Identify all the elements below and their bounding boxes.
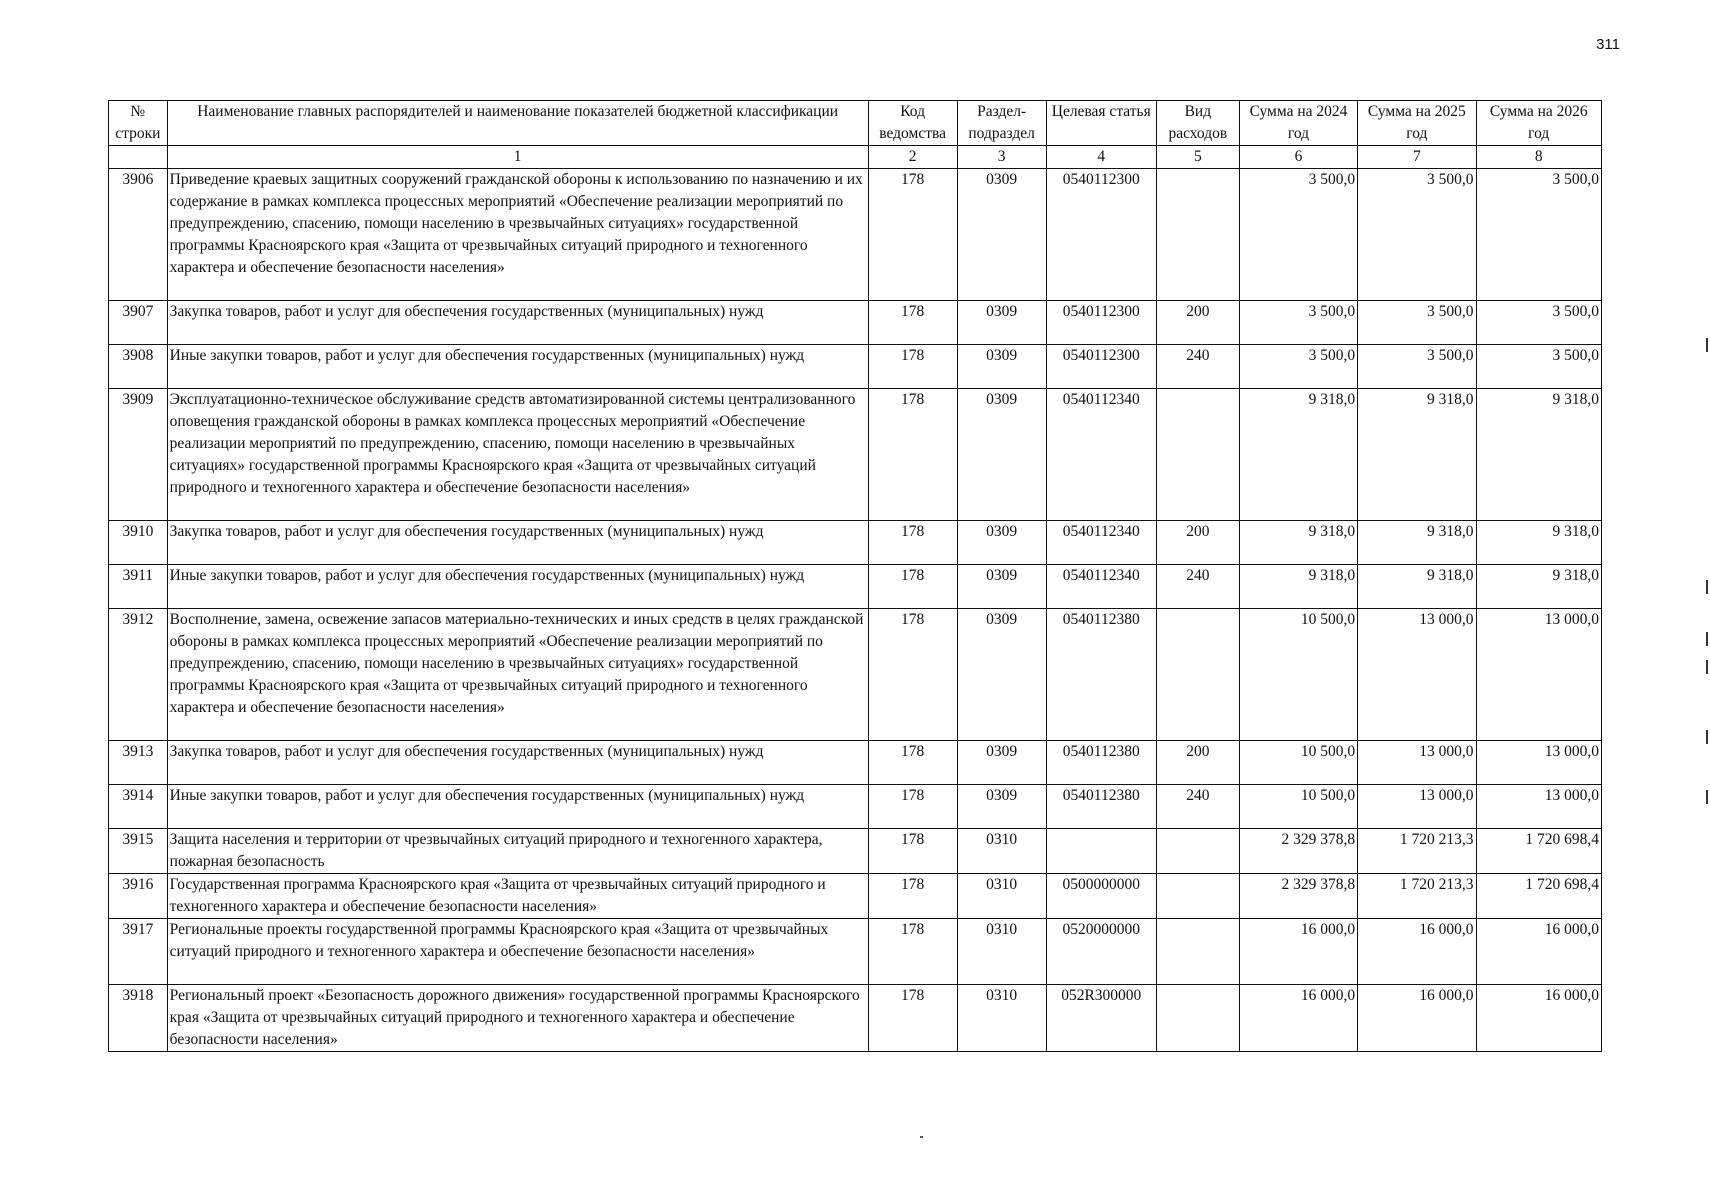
dept-code-cell: 178 (868, 829, 957, 874)
scan-margin-mark (1706, 580, 1708, 594)
sum-2025-cell: 1 720 213,3 (1358, 829, 1476, 874)
sum-2025-cell: 3 500,0 (1358, 169, 1476, 301)
expense-type-cell (1156, 829, 1239, 874)
indicator-name-cell: Закупка товаров, работ и услуг для обеспечения государственных (муниципальных) нужд (167, 521, 868, 565)
table-row (109, 741, 1602, 785)
header-target-article: Целевая статья (1046, 101, 1156, 146)
section-cell: 0309 (957, 345, 1046, 389)
column-number: 7 (1358, 146, 1476, 169)
target-article-cell: 0500000000 (1046, 874, 1156, 919)
target-article-cell: 052R300000 (1046, 985, 1156, 1052)
sum-2025-cell: 9 318,0 (1358, 389, 1476, 521)
dept-code-cell: 178 (868, 389, 957, 521)
table-row (109, 985, 1602, 1052)
table-header-row (109, 101, 1602, 146)
header-sum-2026: Сумма на 2026 год (1476, 101, 1602, 146)
target-article-cell: 0540112300 (1046, 301, 1156, 345)
expense-type-cell: 200 (1156, 521, 1239, 565)
indicator-name-cell: Приведение краевых защитных сооружений гражданской обороны к использованию по назначению и их содержание в рамках комплекса процессных мероприятий «Обеспечение реализации мероприятий по предупреждению, спасению, помощи населению в чрезвычайных ситуациях» государственной программы Красноярского края «Защита от чрезвычайных ситуаций природного и техногенного характера и обеспечение безопасности населения» (167, 169, 868, 301)
dept-code-cell: 178 (868, 741, 957, 785)
indicator-name-cell: Эксплуатационно-техническое обслуживание средств автоматизированной системы централизованного оповещения гражданской обороны в рамках комплекса процессных мероприятий «Обеспечение реализации мероприятий по предупреждению, спасению, помощи населению в чрезвычайных ситуациях» государственной программы Красноярского края «Защита от чрезвычайных ситуаций природного и техногенного характера и обеспечение безопасности населения» (167, 389, 868, 521)
expense-type-cell (1156, 169, 1239, 301)
target-article-cell: 0540112300 (1046, 345, 1156, 389)
scan-speck (920, 1136, 923, 1138)
section-cell: 0309 (957, 741, 1046, 785)
table-row (109, 565, 1602, 609)
indicator-name-cell: Региональные проекты государственной программы Красноярского края «Защита от чрезвычайных ситуаций природного и техногенного характера и обеспечение безопасности населения» (167, 919, 868, 985)
row-number-cell: 3910 (109, 521, 168, 565)
sum-2024-cell: 9 318,0 (1239, 521, 1357, 565)
scan-margin-mark (1706, 660, 1708, 674)
table-body (109, 169, 1602, 1052)
table-row (109, 521, 1602, 565)
indicator-name-cell: Защита населения и территории от чрезвычайных ситуаций природного и техногенного характера, пожарная безопасность (167, 829, 868, 874)
sum-2025-cell: 13 000,0 (1358, 785, 1476, 829)
expense-type-cell: 240 (1156, 345, 1239, 389)
sum-2026-cell: 3 500,0 (1476, 345, 1602, 389)
expense-type-cell: 240 (1156, 785, 1239, 829)
row-number-cell: 3917 (109, 919, 168, 985)
sum-2026-cell: 9 318,0 (1476, 565, 1602, 609)
target-article-cell: 0540112380 (1046, 741, 1156, 785)
column-number: 1 (167, 146, 868, 169)
expense-type-cell (1156, 985, 1239, 1052)
indicator-name-cell: Иные закупки товаров, работ и услуг для обеспечения государственных (муниципальных) нужд (167, 565, 868, 609)
row-number-cell: 3915 (109, 829, 168, 874)
row-number-cell: 3907 (109, 301, 168, 345)
section-cell: 0310 (957, 985, 1046, 1052)
dept-code-cell: 178 (868, 785, 957, 829)
expense-type-cell (1156, 919, 1239, 985)
sum-2026-cell: 16 000,0 (1476, 919, 1602, 985)
section-cell: 0309 (957, 565, 1046, 609)
dept-code-cell: 178 (868, 919, 957, 985)
sum-2026-cell: 3 500,0 (1476, 301, 1602, 345)
target-article-cell: 0540112340 (1046, 521, 1156, 565)
sum-2024-cell: 9 318,0 (1239, 389, 1357, 521)
indicator-name-cell: Региональный проект «Безопасность дорожного движения» государственной программы Красноярского края «Защита от чрезвычайных ситуаций природного и техногенного характера и обеспечение безопасности населения» (167, 985, 868, 1052)
table-row (109, 345, 1602, 389)
sum-2025-cell: 1 720 213,3 (1358, 874, 1476, 919)
section-cell: 0310 (957, 874, 1046, 919)
table-row (109, 874, 1602, 919)
column-number: 3 (957, 146, 1046, 169)
row-number-cell: 3918 (109, 985, 168, 1052)
dept-code-cell: 178 (868, 565, 957, 609)
sum-2025-cell: 13 000,0 (1358, 609, 1476, 741)
column-number: 8 (1476, 146, 1602, 169)
section-cell: 0309 (957, 521, 1046, 565)
table-row (109, 389, 1602, 521)
sum-2024-cell: 3 500,0 (1239, 345, 1357, 389)
sum-2025-cell: 16 000,0 (1358, 985, 1476, 1052)
sum-2025-cell: 3 500,0 (1358, 345, 1476, 389)
row-number-cell: 3906 (109, 169, 168, 301)
sum-2026-cell: 1 720 698,4 (1476, 874, 1602, 919)
row-number-cell: 3908 (109, 345, 168, 389)
row-number-cell: 3913 (109, 741, 168, 785)
row-number-cell: 3916 (109, 874, 168, 919)
scan-margin-mark (1706, 730, 1708, 744)
target-article-cell: 0540112380 (1046, 609, 1156, 741)
section-cell: 0310 (957, 919, 1046, 985)
sum-2026-cell: 1 720 698,4 (1476, 829, 1602, 874)
sum-2024-cell: 2 329 378,8 (1239, 829, 1357, 874)
dept-code-cell: 178 (868, 345, 957, 389)
indicator-name-cell: Иные закупки товаров, работ и услуг для обеспечения государственных (муниципальных) нужд (167, 345, 868, 389)
target-article-cell: 0540112380 (1046, 785, 1156, 829)
sum-2026-cell: 3 500,0 (1476, 169, 1602, 301)
table-row (109, 919, 1602, 985)
header-sum-2024: Сумма на 2024 год (1239, 101, 1357, 146)
table-row (109, 785, 1602, 829)
sum-2024-cell: 3 500,0 (1239, 301, 1357, 345)
sum-2025-cell: 13 000,0 (1358, 741, 1476, 785)
sum-2024-cell: 16 000,0 (1239, 919, 1357, 985)
section-cell: 0309 (957, 169, 1046, 301)
header-dept-code: Код ведомства (868, 101, 957, 146)
sum-2025-cell: 9 318,0 (1358, 521, 1476, 565)
dept-code-cell: 178 (868, 169, 957, 301)
target-article-cell: 0540112340 (1046, 389, 1156, 521)
indicator-name-cell: Закупка товаров, работ и услуг для обеспечения государственных (муниципальных) нужд (167, 741, 868, 785)
scan-margin-mark (1706, 338, 1708, 352)
expense-type-cell: 240 (1156, 565, 1239, 609)
row-number-cell: 3911 (109, 565, 168, 609)
column-number: 6 (1239, 146, 1357, 169)
table-row (109, 829, 1602, 874)
expense-type-cell (1156, 874, 1239, 919)
target-article-cell: 0540112300 (1046, 169, 1156, 301)
sum-2024-cell: 2 329 378,8 (1239, 874, 1357, 919)
header-expense-type: Вид расходов (1156, 101, 1239, 146)
section-cell: 0309 (957, 785, 1046, 829)
sum-2026-cell: 16 000,0 (1476, 985, 1602, 1052)
column-number: 4 (1046, 146, 1156, 169)
expense-type-cell: 200 (1156, 741, 1239, 785)
indicator-name-cell: Иные закупки товаров, работ и услуг для обеспечения государственных (муниципальных) нужд (167, 785, 868, 829)
sum-2026-cell: 13 000,0 (1476, 785, 1602, 829)
column-number: 2 (868, 146, 957, 169)
column-number: 5 (1156, 146, 1239, 169)
sum-2025-cell: 16 000,0 (1358, 919, 1476, 985)
header-name: Наименование главных распорядителей и наименование показателей бюджетной классификации (167, 101, 868, 146)
target-article-cell: 0520000000 (1046, 919, 1156, 985)
table-row (109, 609, 1602, 741)
sum-2024-cell: 10 500,0 (1239, 609, 1357, 741)
sum-2026-cell: 13 000,0 (1476, 609, 1602, 741)
indicator-name-cell: Восполнение, замена, освежение запасов материально-технических и иных средств в целях гражданской обороны в рамках комплекса процессных мероприятий «Обеспечение реализации мероприятий по предупреждению, спасению, помощи населению в чрезвычайных ситуациях» государственной программы Красноярского края «Защита от чрезвычайных ситуаций природного и техногенного характера и обеспечение безопасности населения» (167, 609, 868, 741)
dept-code-cell: 178 (868, 874, 957, 919)
section-cell: 0309 (957, 301, 1046, 345)
indicator-name-cell: Закупка товаров, работ и услуг для обеспечения государственных (муниципальных) нужд (167, 301, 868, 345)
row-number-cell: 3914 (109, 785, 168, 829)
row-number-cell: 3912 (109, 609, 168, 741)
sum-2025-cell: 9 318,0 (1358, 565, 1476, 609)
column-number-row (109, 146, 1602, 169)
dept-code-cell: 178 (868, 301, 957, 345)
table-row (109, 301, 1602, 345)
row-number-cell: 3909 (109, 389, 168, 521)
column-number (109, 146, 168, 169)
dept-code-cell: 178 (868, 521, 957, 565)
sum-2025-cell: 3 500,0 (1358, 301, 1476, 345)
section-cell: 0309 (957, 609, 1046, 741)
dept-code-cell: 178 (868, 985, 957, 1052)
scan-margin-mark (1706, 790, 1708, 804)
dept-code-cell: 178 (868, 609, 957, 741)
sum-2024-cell: 3 500,0 (1239, 169, 1357, 301)
sum-2024-cell: 10 500,0 (1239, 741, 1357, 785)
sum-2026-cell: 9 318,0 (1476, 389, 1602, 521)
sum-2024-cell: 16 000,0 (1239, 985, 1357, 1052)
header-sum-2025: Сумма на 2025 год (1358, 101, 1476, 146)
target-article-cell (1046, 829, 1156, 874)
section-cell: 0309 (957, 389, 1046, 521)
sum-2026-cell: 9 318,0 (1476, 521, 1602, 565)
table-row (109, 169, 1602, 301)
header-section: Раздел-подраздел (957, 101, 1046, 146)
indicator-name-cell: Государственная программа Красноярского края «Защита от чрезвычайных ситуаций природного и техногенного характера и обеспечение безопасности населения» (167, 874, 868, 919)
target-article-cell: 0540112340 (1046, 565, 1156, 609)
expense-type-cell (1156, 389, 1239, 521)
page-number: 311 (1596, 36, 1620, 53)
sum-2024-cell: 10 500,0 (1239, 785, 1357, 829)
sum-2024-cell: 9 318,0 (1239, 565, 1357, 609)
expense-type-cell: 200 (1156, 301, 1239, 345)
expense-type-cell (1156, 609, 1239, 741)
sum-2026-cell: 13 000,0 (1476, 741, 1602, 785)
section-cell: 0310 (957, 829, 1046, 874)
scan-margin-mark (1706, 632, 1708, 646)
header-row-number: № строки (109, 101, 168, 146)
budget-table (108, 100, 1602, 1052)
